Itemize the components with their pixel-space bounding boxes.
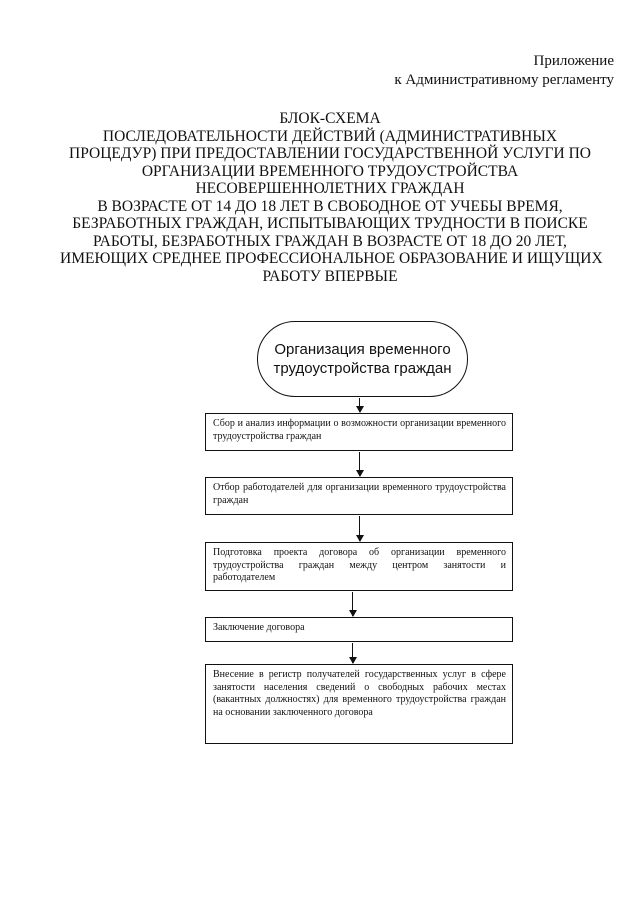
flowchart-step-2 bbox=[205, 477, 513, 515]
step-3-text: Подготовка проекта договора об организации временного трудоустройства граждан между центром занятости и работодателем bbox=[213, 547, 506, 583]
start-node-label: Организация временного трудоустройства граждан bbox=[273, 341, 452, 377]
title-line: НЕСОВЕРШЕННОЛЕТНИХ ГРАЖДАН bbox=[195, 180, 465, 197]
title-line: ПОСЛЕДОВАТЕЛЬНОСТИ ДЕЙСТВИЙ (АДМИНИСТРАТИВНЫХ bbox=[102, 127, 558, 145]
step-1-text: Сбор и анализ информации о возможности организации временного трудоустройства граждан bbox=[213, 418, 506, 442]
flowchart-step-4 bbox=[205, 617, 513, 642]
flowchart-step-3 bbox=[205, 542, 513, 591]
flowchart-step-5 bbox=[205, 664, 513, 744]
title-line: ИМЕЮЩИХ СРЕДНЕЕ ПРОФЕССИОНАЛЬНОЕ ОБРАЗОВАНИЕ И ИЩУЩИХ bbox=[60, 250, 603, 267]
flowchart-step-1 bbox=[205, 413, 513, 451]
flow-arrow bbox=[352, 643, 353, 663]
title-line: РАБОТУ ВПЕРВЫЕ bbox=[262, 267, 398, 285]
step-4-text: Заключение договора bbox=[213, 622, 305, 633]
flow-arrow bbox=[359, 452, 360, 476]
flowchart-start-node bbox=[257, 321, 468, 397]
title-line: БЕЗРАБОТНЫХ ГРАЖДАН, ИСПЫТЫВАЮЩИХ ТРУДНОСТИ В ПОИСКЕ bbox=[72, 215, 588, 232]
step-5-text: Внесение в регистр получателей государственных услуг в сфере занятости населения сведений о свободных рабочих местах (вакантных должностях) для временного трудоустройства граждан на основании заключенного договора bbox=[213, 669, 506, 718]
flow-arrow bbox=[352, 592, 353, 616]
title-line: РАБОТЫ, БЕЗРАБОТНЫХ ГРАЖДАН В ВОЗРАСТЕ ОТ 18 ДО 20 ЛЕТ, bbox=[93, 232, 567, 250]
appendix-note bbox=[394, 52, 614, 90]
appendix-line-2: к Административному регламенту bbox=[394, 72, 614, 88]
title-line: ПРОЦЕДУР) ПРИ ПРЕДОСТАВЛЕНИИ ГОСУДАРСТВЕННОЙ УСЛУГИ ПО bbox=[69, 145, 591, 162]
title-line: В ВОЗРАСТЕ ОТ 14 ДО 18 ЛЕТ В СВОБОДНОЕ ОТ УЧЕБЫ ВРЕМЯ, bbox=[97, 197, 563, 215]
appendix-line-1: Приложение bbox=[533, 53, 614, 69]
flow-arrow bbox=[359, 516, 360, 541]
title-line: ОРГАНИЗАЦИИ ВРЕМЕННОГО ТРУДОУСТРОЙСТВА bbox=[141, 162, 519, 180]
document-title bbox=[60, 110, 603, 285]
flow-arrow bbox=[359, 398, 360, 412]
step-2-text: Отбор работодателей для организации временного трудоустройства граждан bbox=[213, 482, 506, 506]
title-line: БЛОК-СХЕМА bbox=[279, 110, 381, 127]
